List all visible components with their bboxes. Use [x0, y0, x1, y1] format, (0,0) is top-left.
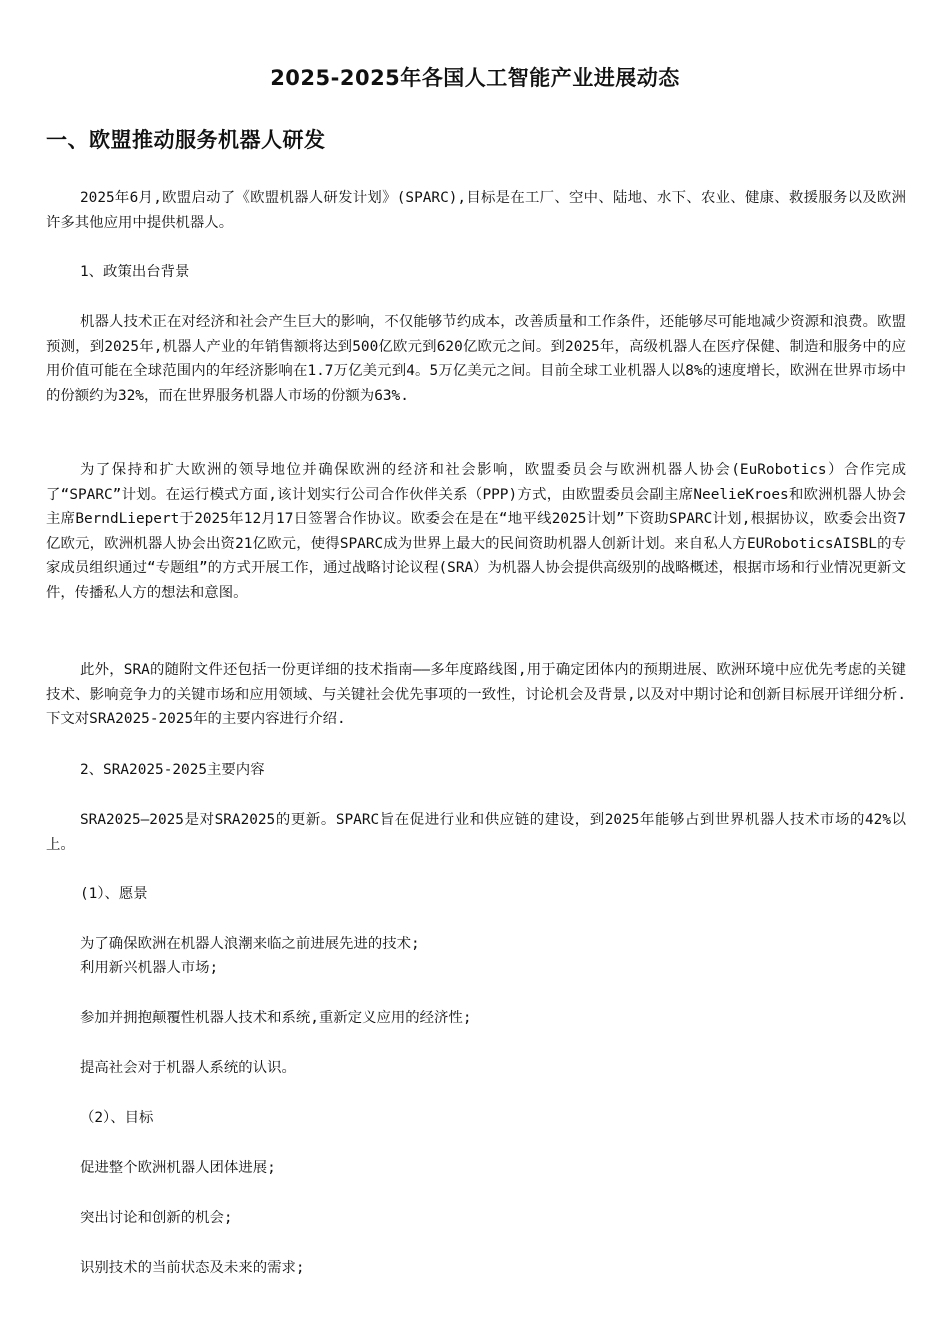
section-heading: 一、欧盟推动服务机器人研发 [46, 128, 326, 152]
document-title: 2025-2025年各国人工智能产业进展动态 [270, 66, 680, 90]
vision-heading: (1）、愿景 [80, 886, 148, 902]
paragraph-intro: 2025年6月,欧盟启动了《欧盟机器人研发计划》(SPARC),目标是在工厂、空中、陆地、水下、农业、健康、救援服务以及欧洲许多其他应用中提供机器人。 [46, 190, 906, 231]
vision-item: 参加并拥抱颠覆性机器人技术和系统,重新定义应用的经济性; [80, 1010, 472, 1026]
goal-item: 突出讨论和创新的机会; [80, 1210, 233, 1226]
paragraph-sra-docs: 此外，SRA的随附文件还包括一份更详细的技术指南——多年度路线图,用于确定团体内的预期进展、欧洲环境中应优先考虑的关键技术、影响竞争力的关键市场和应用领域、与关键社会优先事项的一致性，讨论机会及背景,以及对中期讨论和创新目标展开详细分析.下文对SRA2025-2025年的主要内容进行介绍. [46, 662, 906, 728]
vision-item: 为了确保欧洲在机器人浪潮来临之前进展先进的技术; [80, 936, 420, 952]
paragraph-background: 机器人技术正在对经济和社会产生巨大的影响，不仅能够节约成本，改善质量和工作条件，还能够尽可能地减少资源和浪费。欧盟预测，到2025年,机器人产业的年销售额将达到500亿欧元到620亿欧元之间。到2025年，高级机器人在医疗保健、制造和服务中的应用价值可能在全球范围内的年经济影响在1.7万亿美元到4。5万亿美元之间。目前全球工业机器人以8%的速度增长，欧洲在世界市场中的份额约为32%，而在世界服务机器人市场的份额为63%. [46, 314, 906, 404]
vision-item: 提高社会对于机器人系统的认识。 [80, 1060, 296, 1076]
paragraph-sparc: 为了保持和扩大欧洲的领导地位并确保欧洲的经济和社会影响，欧盟委员会与欧洲机器人协会(EuRobotics）合作完成了“SPARC”计划。在运行模式方面,该计划实行公司合作伙伴关系（PPP)方式，由欧盟委员会副主席NeelieKroes和欧洲机器人协会主席BerndLiepert于2025年12月17日签署合作协议。欧委会在是在“地平线2025计划”下资助SPARC计划,根据协议，欧委会出资7亿欧元，欧洲机器人协会出资21亿欧元，使得SPARC成为世界上最大的民间资助机器人创新计划。来自私人方EURoboticsAISBL的专家成员组织通过“专题组”的方式开展工作，通过战略讨论议程(SRA）为机器人协会提供高级别的战略概述，根据市场和行业情况更新文件，传播私人方的想法和意图。 [46, 462, 906, 601]
goals-heading: （2）、目标 [80, 1110, 154, 1126]
paragraph-sra-update: SRA2025—2025是对SRA2025的更新。SPARC旨在促进行业和供应链的建设，到2025年能够占到世界机器人技术市场的42%以上。 [46, 812, 906, 853]
vision-item: 利用新兴机器人市场; [80, 960, 219, 976]
goal-item: 识别技术的当前状态及未来的需求; [80, 1260, 305, 1276]
sub-heading-background: 1、政策出台背景 [80, 264, 190, 280]
goal-item: 促进整个欧洲机器人团体进展; [80, 1160, 276, 1176]
sub-heading-sra-content: 2、SRA2025-2025主要内容 [80, 762, 265, 778]
